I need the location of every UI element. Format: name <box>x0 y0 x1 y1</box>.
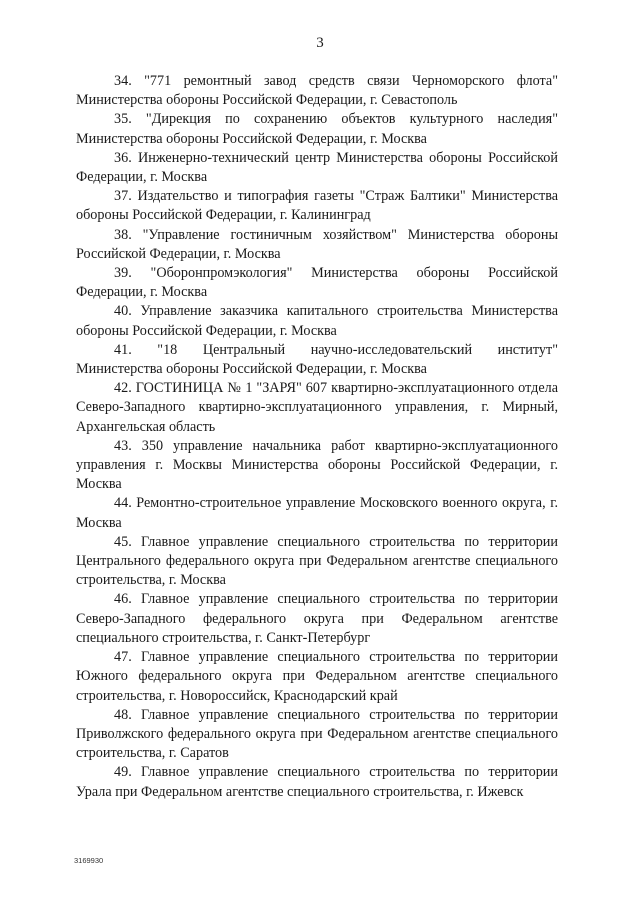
list-item: 42. ГОСТИНИЦА № 1 "ЗАРЯ" 607 квартирно-эксплуатационного отдела Северо-Западного квартирно-эксплуатационного управления, г. Мирный, Архангельская область <box>76 380 558 435</box>
page-number: 3 <box>316 35 324 51</box>
list-item: 41. "18 Центральный научно-исследовательский институт" Министерства обороны Российской Федерации, г. Москва <box>76 341 558 378</box>
list-item: 40. Управление заказчика капитального строительства Министерства обороны Российской Федерации, г. Москва <box>76 303 558 339</box>
list-item: 39. "Оборонпромэкология" Министерства обороны Российской Федерации, г. Москва <box>76 265 558 301</box>
list-item: 38. "Управление гостиничным хозяйством" Министерства обороны Российской Федерации, г. Москва <box>76 226 558 262</box>
document-body <box>76 72 558 802</box>
list-item: 45. Главное управление специального строительства по территории Центрального федерального округа при Федеральном агентстве специального строительства, г. Москва <box>76 533 558 589</box>
list-item: 43. 350 управление начальника работ квартирно-эксплуатационного управления г. Москвы Министерства обороны Российской Федерации, г. Москва <box>76 437 558 493</box>
document-code: 3169930 <box>74 856 104 865</box>
list-item: 49. Главное управление специального строительства по территории Урала при Федеральном агентстве специального строительства, г. Ижевск <box>76 764 558 800</box>
list-item: 37. Издательство и типография газеты "Страж Балтики" Министерства обороны Российской Федерации, г. Калининград <box>76 188 558 224</box>
list-item: 47. Главное управление специального строительства по территории Южного федерального округа при Федеральном агентстве специального строительства, г. Новороссийск, Краснодарский край <box>76 649 558 704</box>
list-item: 46. Главное управление специального строительства по территории Северо-Западного федерального округа при Федеральном агентстве специального строительства, г. Санкт-Петербург <box>76 591 558 646</box>
list-item: 35. "Дирекция по сохранению объектов культурного наследия" Министерства обороны Российской Федерации, г. Москва <box>76 111 558 147</box>
list-item: 34. "771 ремонтный завод средств связи Черноморского флота" Министерства обороны Российской Федерации, г. Севастополь <box>76 73 558 109</box>
list-item: 44. Ремонтно-строительное управление Московского военного округа, г. Москва <box>76 495 558 531</box>
list-item: 48. Главное управление специального строительства по территории Приволжского федерального округа при Федеральном агентстве специального строительства, г. Саратов <box>76 706 558 762</box>
list-item: 36. Инженерно-технический центр Министерства обороны Российской Федерации, г. Москва <box>76 149 558 186</box>
